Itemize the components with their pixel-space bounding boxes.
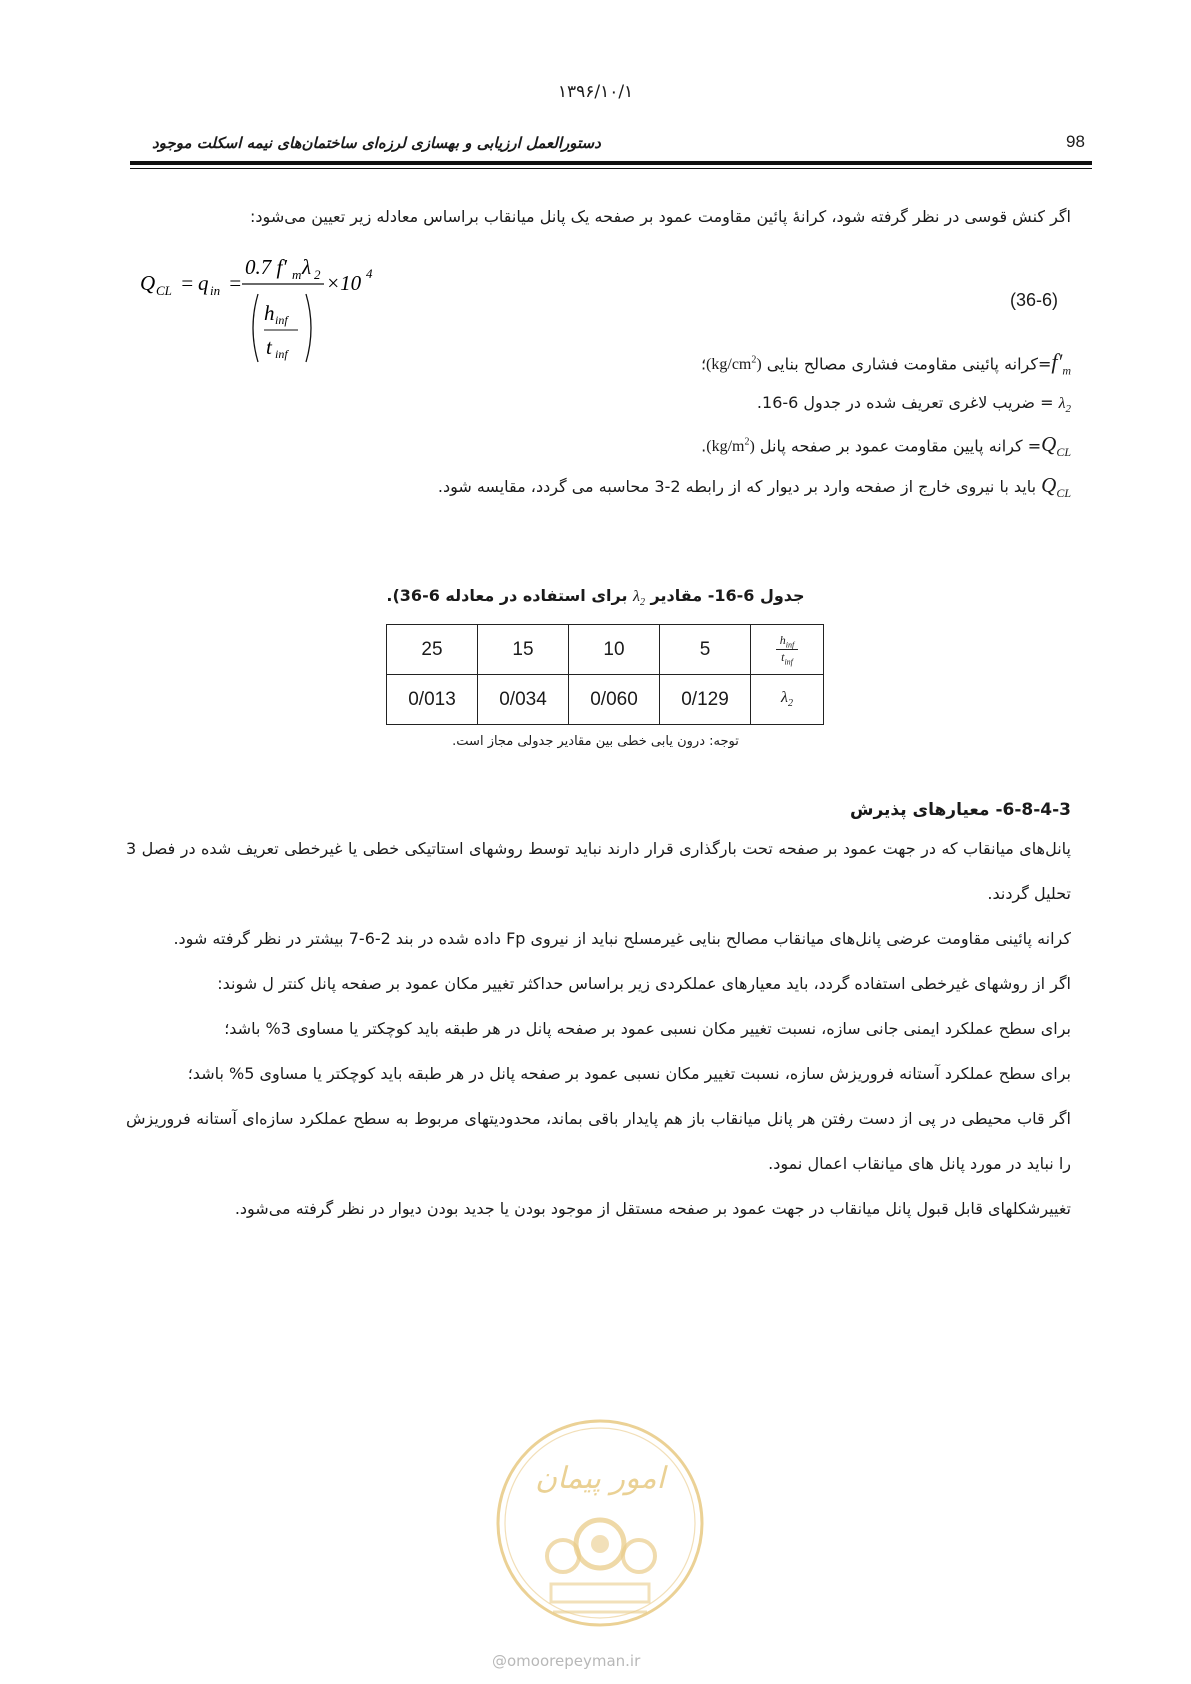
qcl-unit: (kg/m	[706, 438, 745, 456]
cell-lambda-25: 0/013	[387, 675, 478, 725]
paragraph-5: برای سطح عملکرد آستانه فروریزش سازه، نسبت تغییر مکان نسبی عمود بر صفحه پانل در هر طبقه باید کوچکتر یا مساوی 5% باشد؛	[187, 1064, 1071, 1083]
paragraph-6: اگر قاب محیطی در پی از دست رفتن هر پانل میانقاب باز هم پایدار باقی بماند، محدودیتهای مربوط به سطح عملکرد سازه‌ای آستانه فروریزش را نباید در مورد پانل های میانقاب اعمال نمود.	[126, 1109, 1071, 1173]
table-row-ratios	[387, 625, 824, 675]
page-header	[130, 128, 1090, 158]
paragraph-1: پانل‌های میانقاب که در جهت عمود بر صفحه تحت بارگذاری قرار دارند نباید توسط روشهای استاتیکی خطی یا غیرخطی تعریف شده در فصل 3 تحلیل گردند.	[126, 839, 1071, 903]
eq-lhs-sub: CL	[156, 283, 172, 298]
paragraph-2: کرانه پائینی مقاومت عرضی پانل‌های میانقاب مصالح بنایی غیرمسلح نباید از نیروی Fp داده شده در بند 2-6-7 بیشتر در نظر گرفته شود.	[173, 929, 1071, 948]
page-number: 98	[1066, 132, 1085, 151]
qcl-symbol-2: $Q_{CL}$	[1041, 473, 1071, 501]
fm-unit: (kg/cm	[706, 356, 752, 374]
cell-header-ratio: $h_{inf}$ $t_{inf}$	[751, 625, 824, 675]
definition-qcl: $Q_{CL}=$ کرانه پایین مقاومت عمود بر صفحه پانل $(kg/m^2)$.	[701, 432, 1071, 460]
cell-lambda-5: 0/129	[660, 675, 751, 725]
logo-text: امور پیمان	[535, 1461, 665, 1496]
lambda-text: ضریب لاغری تعریف شده در جدول 6-16.	[756, 393, 1035, 412]
table-title-after: برای استفاده در معادله 6-36).	[386, 586, 628, 605]
table-title-lambda: $\lambda_2$	[633, 588, 645, 609]
qcl-compare-text: باید با نیروی خارج از صفحه وارد بر دیوار که از رابطه 2-3 محاسبه می گردد، مقایسه شود.	[437, 477, 1037, 496]
qcl-unit-wrap: $(kg/m^2)$	[706, 437, 755, 456]
equation-36-6	[140, 256, 400, 366]
qcl-symbol: $Q_{CL}$	[1041, 432, 1071, 460]
table-title	[0, 586, 1191, 608]
eq-den-bottom: t	[266, 335, 272, 359]
eq-mid-sub: in	[210, 283, 221, 298]
section-heading: 6-8-4-3- معیارهای پذیرش	[850, 800, 1071, 820]
cell-ratio-25: 25	[387, 625, 478, 675]
document-date: ۱۳۹۶/۱۰/۱	[557, 82, 634, 102]
watermark-url: @omoorepeyman.ir	[492, 1652, 641, 1670]
cell-ratio-5: 5	[660, 625, 751, 675]
eq-numerator: 0.7 f′	[245, 256, 287, 279]
fm-unit-wrap: $(kg/cm^2)$	[706, 355, 762, 374]
cell-lambda-10: 0/060	[569, 675, 660, 725]
eq-paren-right	[306, 294, 311, 362]
fm-text: کرانه پائینی مقاومت فشاری مصالح بنایی	[766, 354, 1038, 374]
eq-lambda: λ	[302, 256, 312, 279]
eq-numerator-sub: m	[292, 267, 302, 282]
eq-mid: q	[198, 271, 209, 295]
paragraph-7: تغییرشکلهای قابل قبول پانل میانقاب در جهت عمود بر صفحه مستقل از موجود بودن یا جدید بودن دیوار در نظر گرفته می‌شود.	[234, 1199, 1071, 1218]
eq-equals-1: =	[180, 271, 195, 295]
eq-equals-2: =	[228, 271, 243, 295]
cell-lambda-15: 0/034	[478, 675, 569, 725]
eq-exponent: 4	[366, 266, 373, 281]
document-title: دستورالعمل ارزیابی و بهسازی لرزه‌ای ساختمان‌های نیمه اسکلت موجود	[152, 134, 601, 152]
paragraph-3: اگر از روشهای غیرخطی استفاده گردد، باید معیارهای عملکردی زیر براساس حداکثر تغییر مکان عمود بر صفحه پانل کنتر ل شوند:	[217, 974, 1071, 993]
header-rule-thick	[130, 161, 1092, 165]
cell-ratio-15: 15	[478, 625, 569, 675]
eq-times: ×10	[326, 271, 362, 295]
definition-lambda: $\lambda_2$ = ضریب لاغری تعریف شده در جدول 6-16.	[756, 393, 1071, 416]
equation-graphic	[140, 256, 400, 366]
table-title-before: جدول 6-16- مقادیر	[650, 586, 805, 605]
lambda-symbol: $\lambda_2$	[1058, 395, 1071, 416]
intro-paragraph: اگر کنش قوسی در نظر گرفته شود، کرانهٔ پائین مقاومت عمود بر صفحه یک پانل میانقاب براساس معادله زیر تعیین می‌شود:	[250, 207, 1071, 226]
table-note: توجه: درون یابی خطی بین مقادیر جدولی مجاز است.	[452, 734, 739, 749]
watermark-logo	[493, 1416, 707, 1630]
eq-den-top: h	[264, 301, 275, 325]
qcl-comparison	[438, 472, 1071, 506]
equation-number: (36-6)	[1010, 290, 1059, 310]
eq-den-bottom-sub: inf	[275, 347, 288, 361]
eq-lambda-sub: 2	[314, 267, 321, 282]
lambda-table	[386, 624, 824, 725]
eq-lhs: Q	[140, 271, 156, 295]
definition-fm: $f'_m=کرانه$ پائینی مقاومت فشاری مصالح بنایی $(kg/cm^2)؛$	[700, 349, 1071, 378]
header-rule-thin	[130, 168, 1092, 169]
table-row-lambdas	[387, 675, 824, 725]
cell-ratio-10: 10	[569, 625, 660, 675]
eq-paren-left	[253, 294, 258, 362]
fm-symbol: $f'_m$	[1051, 349, 1071, 378]
qcl-text: کرانه پایین مقاومت عمود بر صفحه پانل	[759, 436, 1023, 456]
eq-den-top-sub: inf	[275, 313, 288, 327]
cell-header-lambda: $\lambda_2$	[751, 675, 824, 725]
section-body	[126, 826, 1071, 1231]
paragraph-4: برای سطح عملکرد ایمنی جانی سازه، نسبت تغییر مکان نسبی عمود بر صفحه پانل در هر طبقه باید کوچکتر یا مساوی 3% باشد؛	[224, 1019, 1071, 1038]
